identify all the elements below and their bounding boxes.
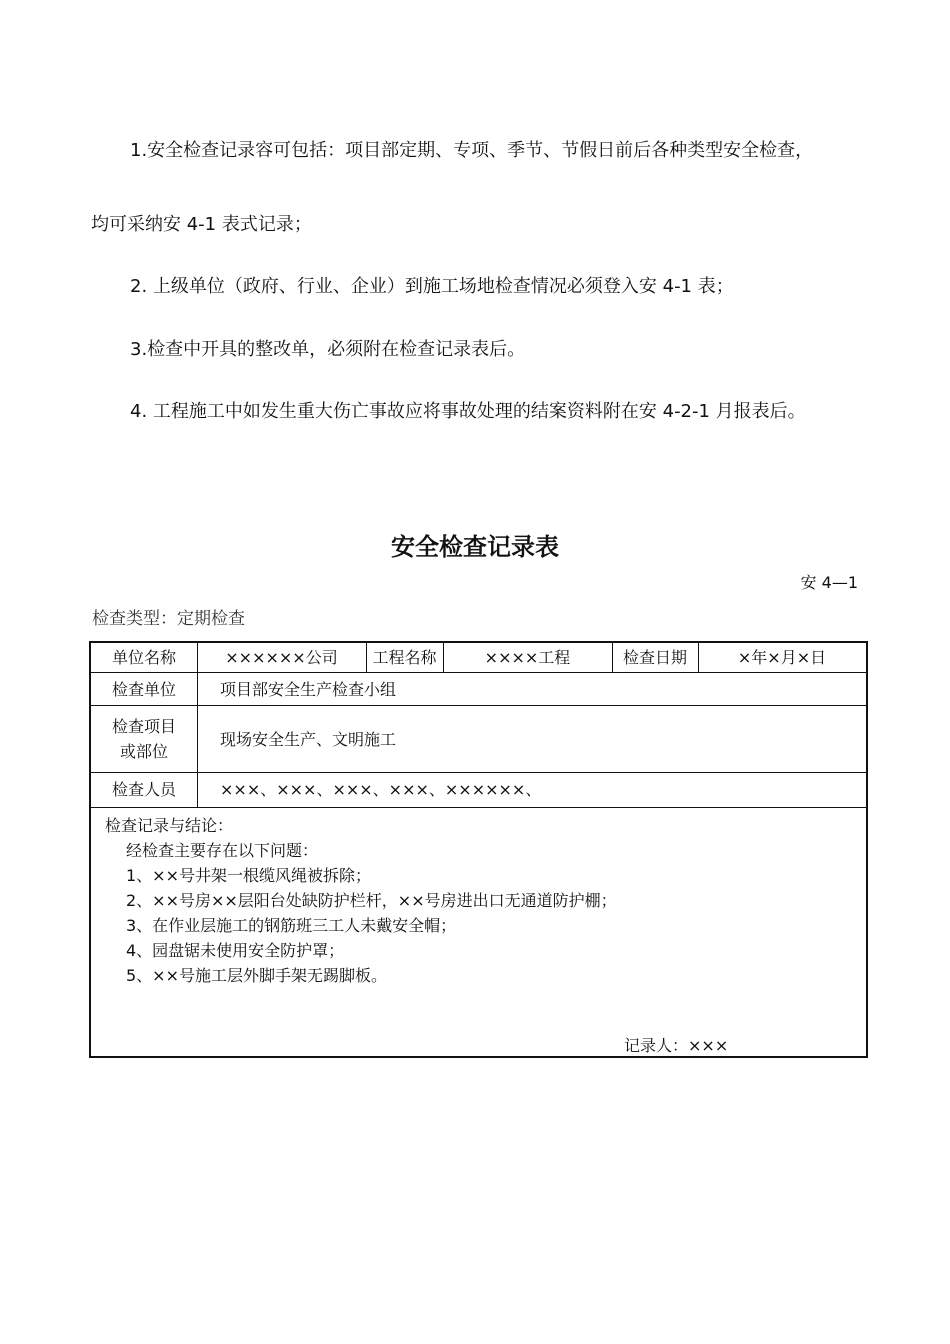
finding-item: 1、××号井架一根缆风绳被拆除； <box>126 866 371 885</box>
row-divider <box>91 672 866 673</box>
finding-item: 3、在作业层施工的钢筋班三工人未戴安全帽； <box>126 916 457 935</box>
note-1-continued: 均可采纳安 4-1 表式记录； <box>91 214 312 235</box>
check-unit-label: 检查单位 <box>111 680 176 699</box>
check-type: 检查类型：定期检查 <box>92 609 245 629</box>
finding-item: 5、××号施工层外脚手架无踢脚板。 <box>126 966 387 985</box>
recorder: 记录人：××× <box>624 1036 729 1055</box>
note-2: 2. 上级单位（政府、行业、企业）到施工场地检查情况必须登入安 4-1 表； <box>130 276 734 297</box>
check-unit-value: 项目部安全生产检查小组 <box>220 680 397 699</box>
unit-name-label: 单位名称 <box>111 648 176 667</box>
document-title: 安全检查记录表 <box>391 533 559 561</box>
note-4: 4. 工程施工中如发生重大伤亡事故应将事故处理的结案资料附在安 4-2-1 月报表后。 <box>130 401 806 422</box>
findings-intro: 经检查主要存在以下问题： <box>126 841 319 860</box>
unit-name-value: ××××××公司 <box>225 648 338 667</box>
record-label: 检查记录与结论： <box>105 816 234 835</box>
row-divider <box>91 705 866 706</box>
check-date-value: ×年×月×日 <box>737 648 827 667</box>
check-date-label: 检查日期 <box>622 648 687 667</box>
inspectors-value: ×××、×××、×××、×××、××××××、 <box>220 780 542 799</box>
project-name-label: 工程名称 <box>372 648 437 667</box>
check-item-label-line1: 检查项目 <box>111 717 176 736</box>
record-and-conclusion <box>105 813 617 988</box>
note-1: 1.安全检查记录容可包括：项目部定期、专项、季节、节假日前后各种类型安全检查， <box>130 140 814 161</box>
finding-item: 4、园盘锯未使用安全防护罩； <box>126 941 345 960</box>
note-3: 3.检查中开具的整改单，必须附在检查记录表后。 <box>130 339 526 360</box>
row-divider <box>91 772 866 773</box>
project-name-value: ××××工程 <box>484 648 571 667</box>
form-code: 安 4—1 <box>800 573 858 592</box>
inspection-record-table <box>89 641 868 1058</box>
finding-item: 2、××号房××层阳台处缺防护栏杆，××号房进出口无通道防护棚； <box>126 891 617 910</box>
check-item-value: 现场安全生产、文明施工 <box>220 730 397 749</box>
inspectors-label: 检查人员 <box>111 780 176 799</box>
check-item-label-line2: 或部位 <box>119 742 168 761</box>
row-divider <box>91 807 866 808</box>
